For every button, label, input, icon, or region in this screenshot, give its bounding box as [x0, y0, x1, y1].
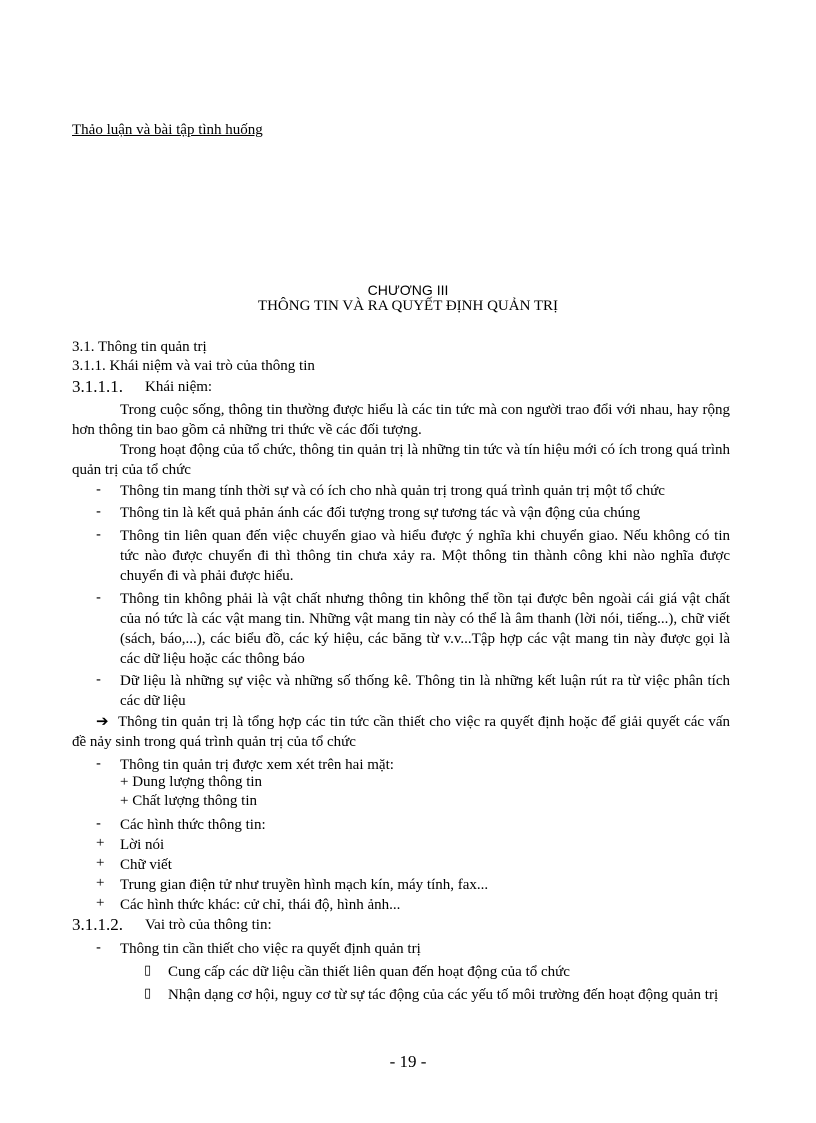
forms-intro: Các hình thức thông tin:: [120, 817, 266, 833]
aspects-intro: Thông tin quản trị được xem xét trên hai mặt:: [120, 757, 394, 773]
list-item: Thông tin liên quan đến việc chuyển giao và hiểu được ý nghĩa khi chuyển giao. Nếu không có tin tức nào được chuyển đi thì thông tin chưa xảy ra. Một thông tin thành công khi nào nghĩa được chuyển đi và phải được hiểu.: [120, 528, 730, 584]
list-item: Thông tin không phải là vật chất nhưng thông tin không thể tồn tại được bên ngoài cái giá vật chất của nó tức là các vật mang tin. Những vật mang tin này có thể là âm thanh (lời nói, tiếng...), chữ viết (sách, báo,...), các biểu đồ, các ký hiệu, các băng từ v.v...Tập hợp các vật mang tin này được gọi là các dữ liệu hoặc các thông báo: [120, 591, 730, 667]
arrow-icon: ➔: [96, 714, 109, 730]
heading-3-1-1-1-title: Khái niệm:: [145, 379, 213, 395]
paragraph-definition-org: Trong hoạt động của tổ chức, thông tin quản trị là những tin tức và tín hiệu mới có ích trong quá trình quản trị của tổ chức: [72, 442, 730, 478]
dash-bullet: -: [96, 526, 101, 543]
heading-3-1-1-2-title: Vai trò của thông tin:: [145, 917, 272, 933]
paragraph-conclusion: Thông tin quản trị là tổng hợp các tin tức cần thiết cho việc ra quyết định hoặc để giải quyết các vấn đề nảy sinh trong quá trình quản trị của tổ chức: [72, 714, 730, 750]
role-intro: Thông tin cần thiết cho việc ra quyết định quản trị: [120, 941, 421, 957]
dash-bullet: -: [96, 589, 101, 606]
aspect-item: + Dung lượng thông tin: [120, 774, 263, 790]
dash-bullet: -: [96, 815, 101, 832]
heading-3-1-1-1-number: 3.1.1.1.: [72, 377, 123, 396]
plus-bullet: +: [96, 835, 105, 851]
dash-bullet: -: [96, 939, 101, 956]
role-item: Cung cấp các dữ liệu cần thiết liên quan đến hoạt động của tổ chức: [168, 964, 570, 980]
dash-bullet: -: [96, 503, 101, 520]
square-bullet-icon: ▯: [144, 986, 152, 1001]
list-item: Thông tin là kết quả phản ánh các đối tượng trong sự tương tác và vận động của chúng: [120, 505, 641, 521]
paragraph-definition-life: Trong cuộc sống, thông tin thường được hiểu là các tin tức mà con người trao đổi với nhau, hay rộng hơn thông tin bao gồm cả những tri thức về các đối tượng.: [72, 402, 730, 438]
form-item: Chữ viết: [120, 857, 172, 873]
aspect-item: + Chất lượng thông tin: [120, 793, 258, 809]
dash-bullet: -: [96, 755, 101, 772]
section-link[interactable]: Thảo luận và bài tập tình huống: [72, 122, 263, 138]
form-item: Lời nói: [120, 837, 165, 853]
list-item: Dữ liệu là những sự việc và những số thống kê. Thông tin là những kết luận rút ra từ việc phân tích các dữ liệu: [120, 673, 730, 709]
dash-bullet: -: [96, 481, 101, 498]
form-item: Trung gian điện tử như truyền hình mạch kín, máy tính, fax...: [120, 877, 489, 893]
role-item: Nhận dạng cơ hội, nguy cơ từ sự tác động của các yếu tố môi trường đến hoạt động quản trị: [168, 987, 719, 1003]
square-bullet-icon: ▯: [144, 963, 152, 978]
plus-bullet: +: [96, 855, 105, 871]
plus-bullet: +: [96, 875, 105, 891]
heading-3-1-1-2-number: 3.1.1.2.: [72, 915, 123, 934]
heading-3-1: 3.1. Thông tin quản trị: [72, 339, 207, 355]
form-item: Các hình thức khác: cử chỉ, thái độ, hình ảnh...: [120, 897, 401, 913]
heading-3-1-1: 3.1.1. Khái niệm và vai trò của thông tin: [72, 358, 315, 374]
chapter-number: CHƯƠNG III: [367, 282, 449, 298]
plus-bullet: +: [96, 895, 105, 911]
chapter-title: THÔNG TIN VÀ RA QUYẾT ĐỊNH QUẢN TRỊ: [257, 298, 559, 314]
list-item: Thông tin mang tính thời sự và có ích cho nhà quản trị trong quá trình quản trị một tổ chức: [120, 483, 665, 499]
page-number: - 19 -: [389, 1052, 427, 1071]
dash-bullet: -: [96, 671, 101, 688]
